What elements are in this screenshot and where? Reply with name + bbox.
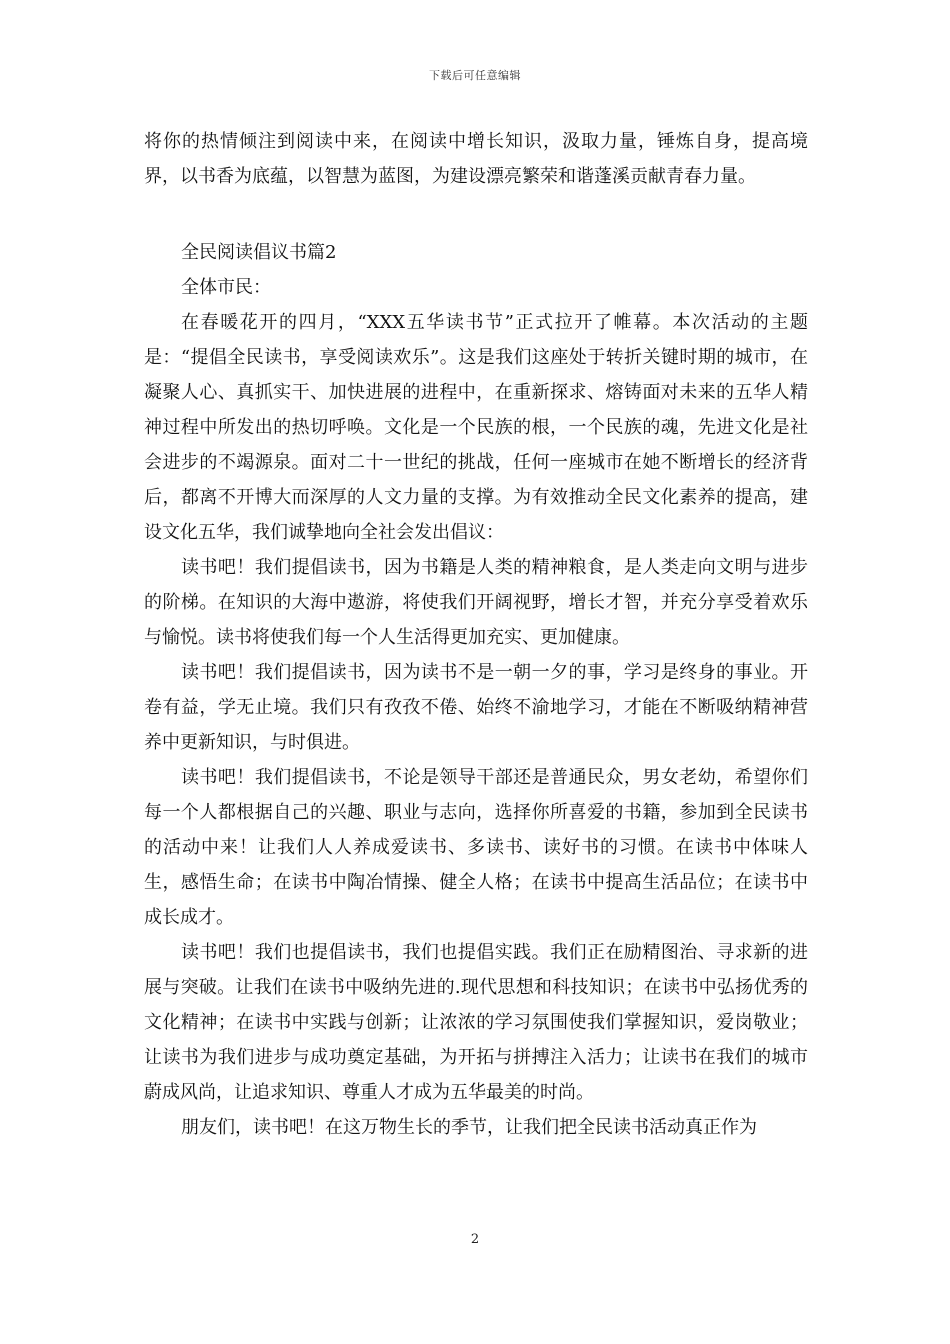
section-title: 全民阅读倡议书篇2 — [181, 242, 337, 263]
body-paragraph: 读书吧！我们提倡读书，因为书籍是人类的精神粮食，是人类走向文明与进步的阶梯。在知识的大海中遨游，将使我们开阔视野，增长才智，并充分享受着欢乐与愉悦。读书将使我们每一个人生活得更加充实、更加健康。 — [144, 557, 808, 648]
body-paragraph: 读书吧！我们也提倡读书，我们也提倡实践。我们正在励精图治、寻求新的进展与突破。让我们在读书中吸纳先进的.现代思想和科技知识；在读书中弘扬优秀的文化精神；在读书中实践与创新；让浓浓的学习氛围使我们掌握知识，爱岗敬业；让读书为我们进步与成功奠定基础，为开拓与拼搏注入活力；让读书在我们的城市蔚成风尚，让追求知识、尊重人才成为五华最美的时尚。 — [144, 942, 808, 1103]
salutation: 全体市民： — [181, 277, 271, 298]
body-paragraph: 在春暖花开的四月，“XXX五华读书节”正式拉开了帷幕。本次活动的主题是：“提倡全民读书，享受阅读欢乐”。这是我们这座处于转折关键时期的城市，在凝聚人心、真抓实干、加快进展的进程中，在重新探求、熔铸面对未来的五华人精神过程中所发出的热切呼唤。文化是一个民族的根，一个民族的魂，先进文化是社会进步的不竭源泉。面对二十一世纪的挑战，任何一座城市在她不断增长的经济背后，都离不开博大而深厚的人文力量的支撑。为有效推动全民文化素养的提高，建设文化五华，我们诚挚地向全社会发出倡议： — [144, 312, 808, 543]
body-paragraph: 读书吧！我们提倡读书，不论是领导干部还是普通民众，男女老幼，希望你们每一个人都根据自己的兴趣、职业与志向，选择你所喜爱的书籍，参加到全民读书的活动中来！让我们人人养成爱读书、多读书、读好书的习惯。在读书中体味人生，感悟生命；在读书中陶冶情操、健全人格；在读书中提高生活品位；在读书中成长成才。 — [144, 767, 808, 928]
continuation-paragraph: 将你的热情倾注到阅读中来，在阅读中增长知识，汲取力量，锤炼自身，提高境界，以书香为底蕴，以智慧为蓝图，为建设漂亮繁荣和谐蓬溪贡献青春力量。 — [144, 131, 808, 187]
body-paragraph: 读书吧！我们提倡读书，因为读书不是一朝一夕的事，学习是终身的事业。开卷有益，学无止境。我们只有孜孜不倦、始终不渝地学习，才能在不断吸纳精神营养中更新知识，与时俱进。 — [144, 662, 808, 753]
document-body — [144, 124, 808, 1145]
page-number: 2 — [470, 1232, 480, 1247]
body-paragraph: 朋友们，读书吧！在这万物生长的季节，让我们把全民读书活动真正作为 — [181, 1117, 757, 1138]
page-header-note: 下载后可任意编辑 — [429, 69, 521, 82]
